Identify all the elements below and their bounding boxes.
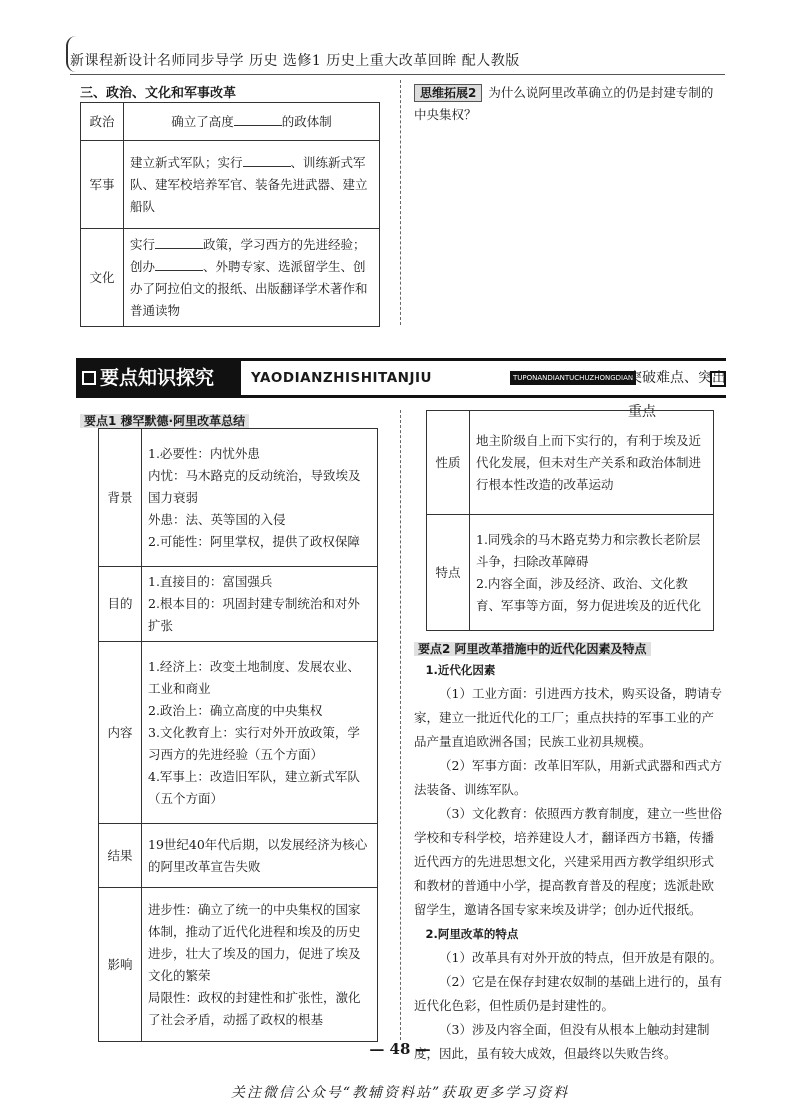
row-value: 建立新式军队；实行 、训练新式军队、建军校培养军官、装备先进武器、建立船队 [124,141,380,229]
row-key: 文化 [81,229,124,327]
row-key: 性质 [427,411,470,515]
paragraph: （3）文化教育：依照西方教育制度，建立一些世俗学校和专科学校，培养建设人才，翻译西方书籍，传播近代西方的先进思想文化，兴建采用西方教学组织形式和教材的普通中小学，提高教育普及的程度；选派赴欧留学生，邀请各国专家来埃及讲学；创办近代报纸。 [414,806,722,917]
fill-blank [155,258,203,271]
row-key: 背景 [99,429,142,567]
row-key: 目的 [99,567,142,642]
think-extension [414,82,724,126]
banner-slogan: 突破难点、突出重点 [628,370,726,420]
think-question: 为什么说阿里改革确立的仍是封建专制的中央集权？ [414,85,714,122]
paragraph: （1）工业方面：引进西方技术，购买设备，聘请专家，建立一批近代化的工厂；重点扶持的军事工业的产品产量直追欧洲各国；民族工业初具规模。 [414,686,722,749]
banner-title: 要点知识探究 [100,367,215,389]
think-tag: 思维拓展2 [414,84,482,102]
row-value: 实行 政策，学习西方的先进经验；创办 、外聘专家、选派留学生、创办了阿拉伯文的报纸、出版翻译学术著作和普通读物 [124,229,380,327]
summary-table-continued [426,410,714,631]
paragraph: （2）它是在保存封建农奴制的基础上进行的，虽有近代化色彩，但性质仍是封建性的。 [414,974,722,1013]
table-row [99,824,378,888]
section-banner [76,358,726,420]
table-row [81,141,380,229]
table-row [99,642,378,824]
paragraph: （2）军事方面：改革旧军队，用新式武器和西式方法装备、训练军队。 [414,758,722,797]
column-divider [400,80,401,325]
summary-table [98,428,378,1042]
key-point-2-title: 要点2 阿里改革措施中的近代化因素及特点 [414,638,719,658]
row-key: 结果 [99,824,142,888]
table-row [427,515,714,631]
fill-blank [234,113,282,126]
row-key: 影响 [99,888,142,1042]
key-point-2-body [414,658,726,1066]
row-value: 1.必要性：内忧外患 内忧：马木路克的反动统治，导致埃及国力衰弱 外患：法、英等国的入侵 2.可能性：阿里掌权，提供了政权保障 [142,429,378,567]
table-row [81,103,380,141]
row-value: 进步性：确立了统一的中央集权的国家体制，推动了近代化进程和埃及的历史进步，壮大了埃及的国力，促进了埃及文化的繁荣 局限性：政权的封建性和扩张性，激化了社会矛盾，动摇了政权的根基 [142,888,378,1042]
table-row [99,429,378,567]
table-row [427,411,714,515]
row-value: 地主阶级自上而下实行的，有利于埃及近代化发展，但未对生产关系和政治体制进行根本性改造的改革运动 [470,411,714,515]
table-row [99,888,378,1042]
square-icon [710,371,726,387]
row-key: 政治 [81,103,124,141]
table-row [99,567,378,642]
row-value: 1.经济上：改变土地制度、发展农业、工业和商业 2.政治上：确立高度的中央集权 3.文化教育上：实行对外开放政策，学习西方的先进经验（五个方面） 4.军事上：改造旧军队，建立新式军队（五个方面） [142,642,378,824]
subheading: 1.近代化因素 [425,663,496,677]
paragraph: （3）涉及内容全面，但没有从根本上触动封建制度，因此，虽有较大成效，但最终以失败告终。 [414,1022,710,1061]
row-key: 特点 [427,515,470,631]
row-value: 确立了高度 的政体制 [124,103,380,141]
row-value: 1.同残余的马木路克势力和宗教长老阶层斗争，扫除改革障碍 2.内容全面，涉及经济、政治、文化教育、军事等方面，努力促进埃及的近代化 [470,515,714,631]
table-row [81,229,380,327]
header-rule [70,74,725,75]
banner-pinyin: YAODIANZHISHITANJIU [251,370,432,386]
column-divider [400,410,401,1040]
subheading: 2.阿里改革的特点 [425,927,519,941]
square-icon [82,371,96,385]
banner-title-block [76,361,241,395]
running-header: 新课程新设计名师同步导学 历史 选修1 历史上重大改革回眸 配人教版 [70,53,520,69]
page-number: — 48 — [369,1040,431,1058]
paragraph: （1）改革具有对外开放的特点，但开放是有限的。 [439,950,722,965]
row-value: 1.直接目的：富国强兵 2.根本目的：巩固封建专制统治和对外扩张 [142,567,378,642]
row-key: 内容 [99,642,142,824]
row-value: 19世纪40年代后期，以发展经济为核心的阿里改革宣告失败 [142,824,378,888]
fill-blank [155,236,203,249]
section-3-title: 三、政治、文化和军事改革 [80,86,237,101]
row-key: 军事 [81,141,124,229]
reform-table [80,102,380,327]
footer-note: 关注微信公众号“教辅资料站”获取更多学习资料 [230,1085,570,1101]
key-point-1-title: 要点1 穆罕默德·阿里改革总结 [80,410,390,430]
fill-blank [243,154,291,167]
banner-pinyin-small: TUPONANDIANTUCHUZHONGDIAN [510,371,636,385]
